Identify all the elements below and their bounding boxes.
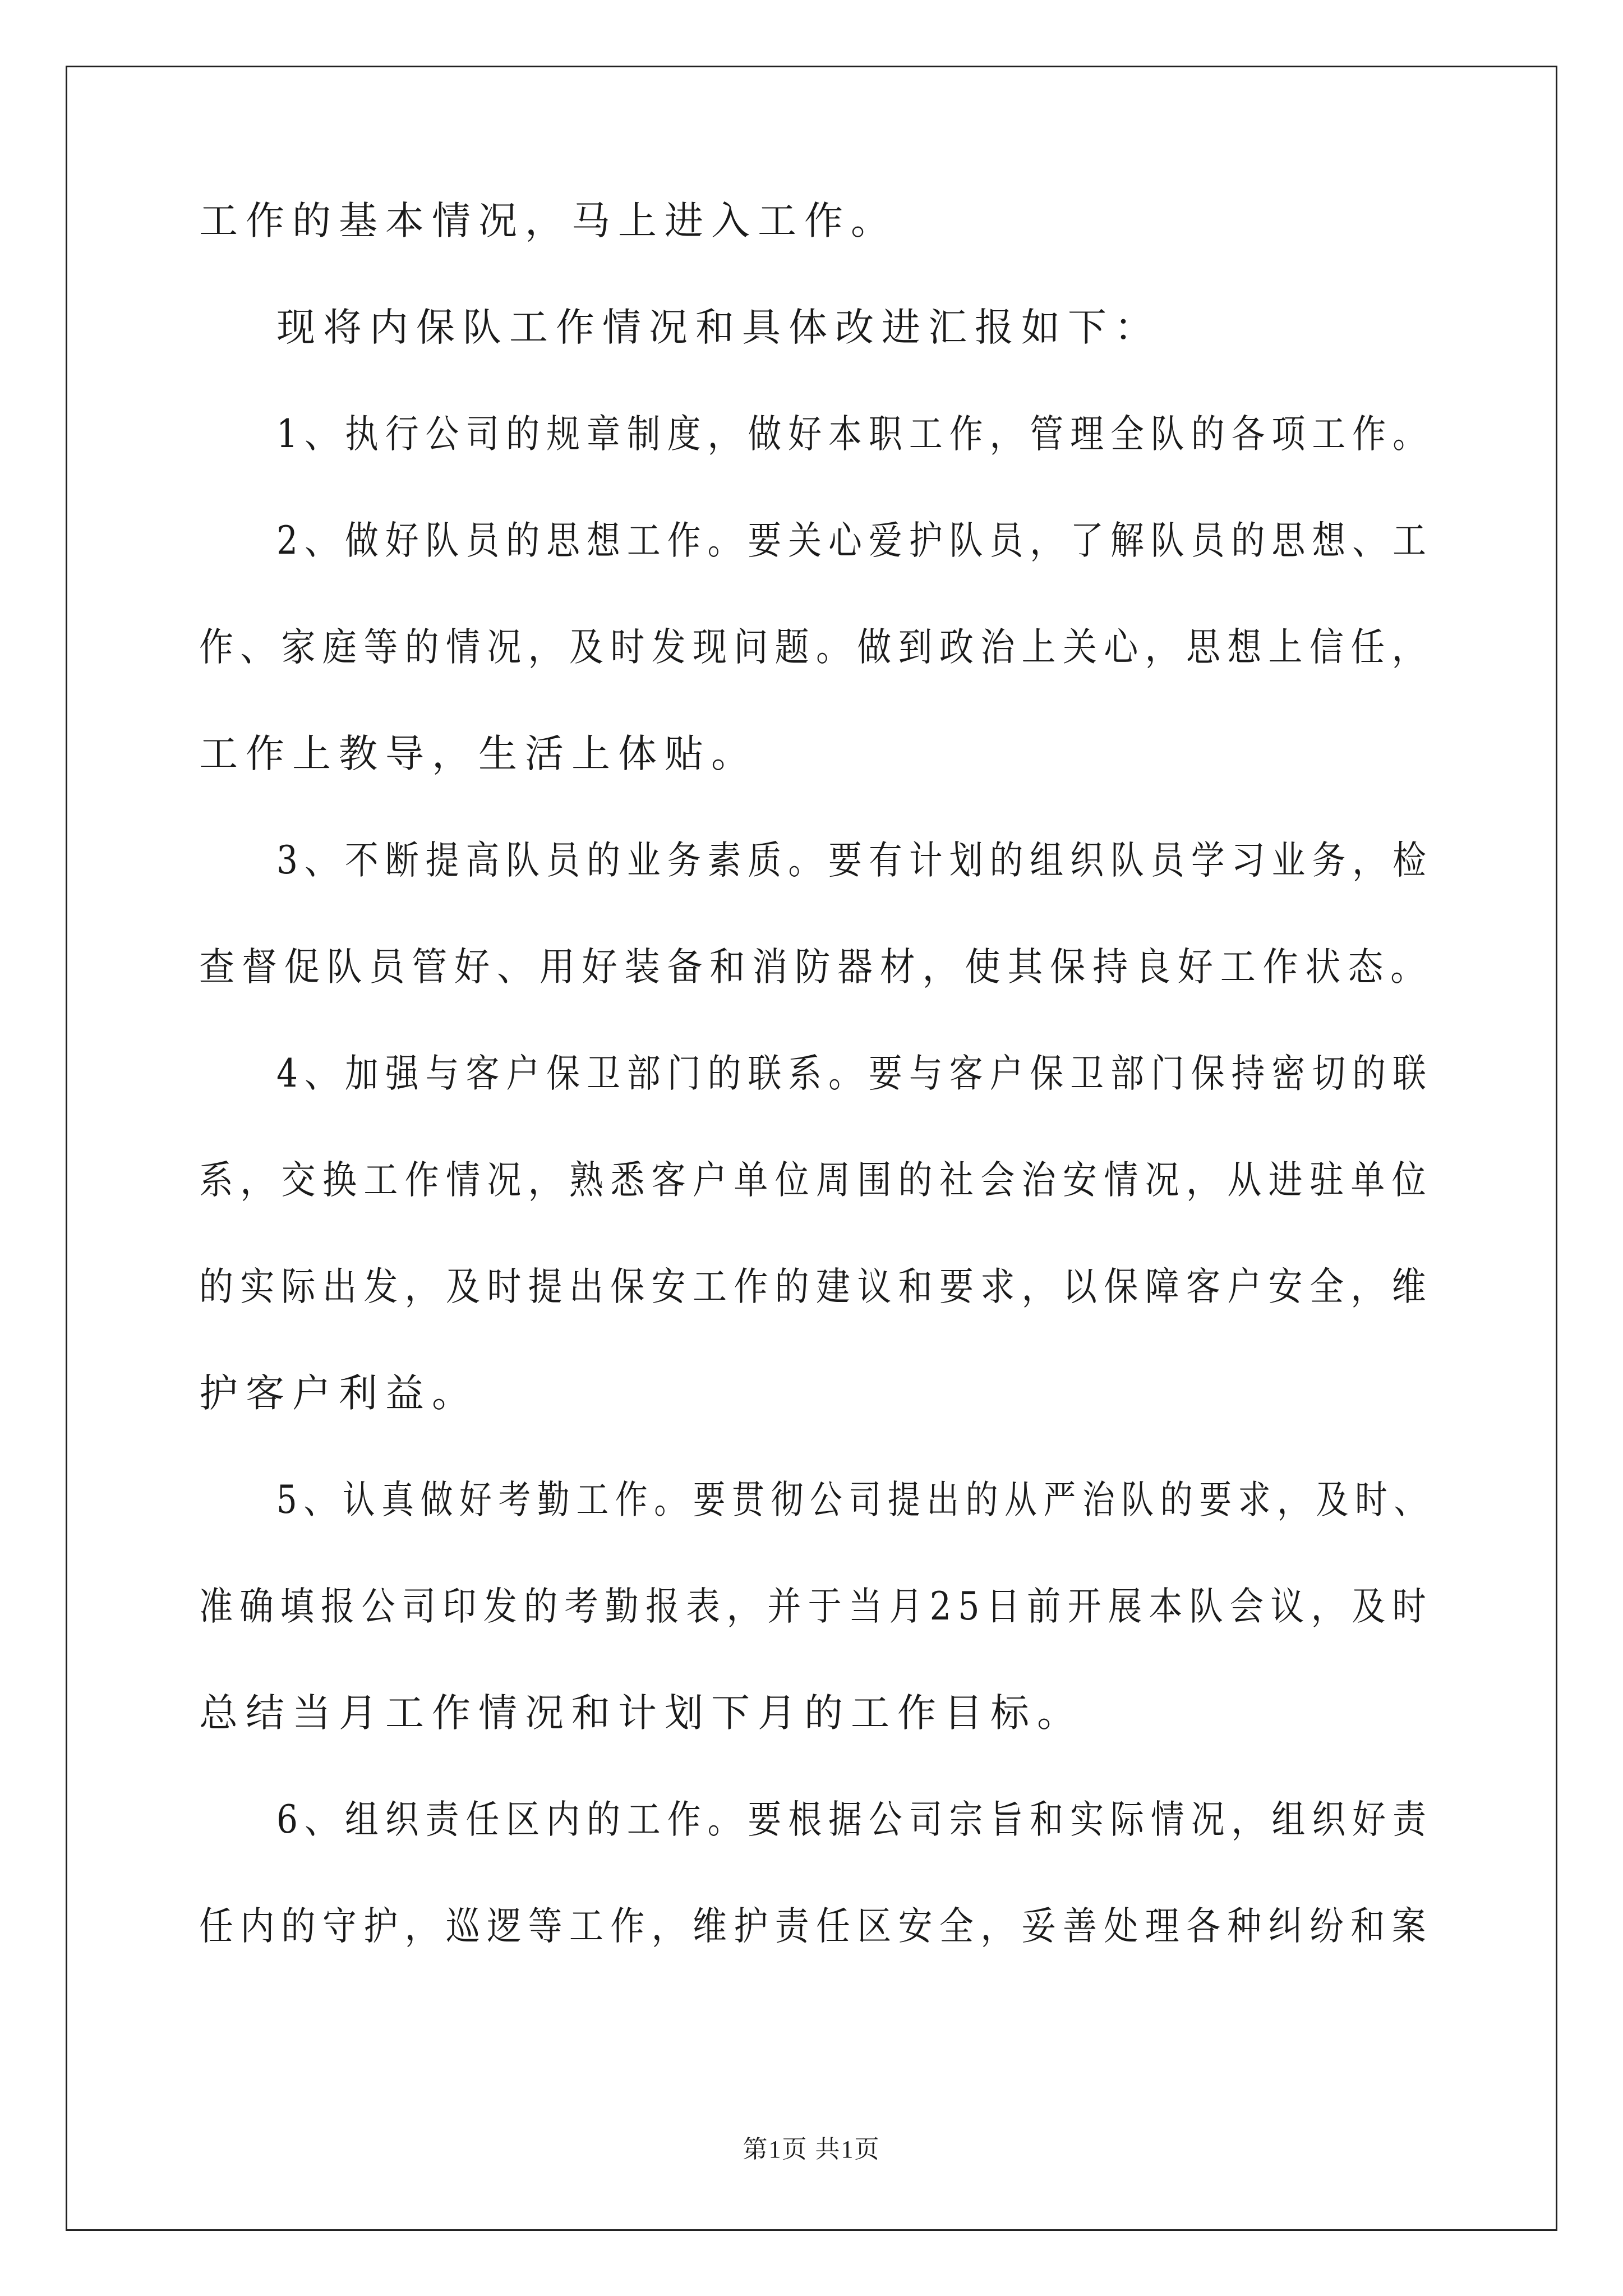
text-line: 作、家庭等的情况，及时发现问题。做到政治上关心，思想上信任， <box>199 625 1433 670</box>
text-line: 查督促队员管好、用好装备和消防器材，使其保持良好工作状态。 <box>199 945 1433 990</box>
text-line: 任内的守护，巡逻等工作，维护责任区安全，妥善处理各种纠纷和案 <box>199 1904 1433 1949</box>
text-line: 6、组织责任区内的工作。要根据公司宗旨和实际情况，组织好责 <box>276 1797 1433 1842</box>
text-line: 现将内保队工作情况和具体改进汇报如下： <box>276 305 1161 350</box>
text-line: 工作的基本情况，马上进入工作。 <box>199 199 897 243</box>
text-line: 3、不断提高队员的业务素质。要有计划的组织队员学习业务，检 <box>276 838 1433 883</box>
text-line: 的实际出发，及时提出保安工作的建议和要求，以保障客户安全，维 <box>199 1264 1433 1309</box>
text-line: 2、做好队员的思想工作。要关心爱护队员，了解队员的思想、工 <box>276 518 1433 563</box>
text-line: 1、执行公司的规章制度，做好本职工作，管理全队的各项工作。 <box>276 412 1433 457</box>
text-line: 总结当月工作情况和计划下月的工作目标。 <box>199 1691 1083 1736</box>
text-line: 系，交换工作情况，熟悉客户单位周围的社会治安情况，从进驻单位 <box>199 1158 1433 1203</box>
text-line: 准确填报公司印发的考勤报表，并于当月25日前开展本队会议，及时 <box>199 1584 1433 1629</box>
text-line: 5、认真做好考勤工作。要贯彻公司提出的从严治队的要求，及时、 <box>276 1478 1433 1522</box>
text-line: 工作上教导，生活上体贴。 <box>199 731 758 776</box>
text-line: 4、加强与客户保卫部门的联系。要与客户保卫部门保持密切的联 <box>276 1051 1433 1096</box>
text-line: 护客户利益。 <box>199 1371 478 1416</box>
page-number: 第1页 共1页 <box>743 2136 880 2163</box>
